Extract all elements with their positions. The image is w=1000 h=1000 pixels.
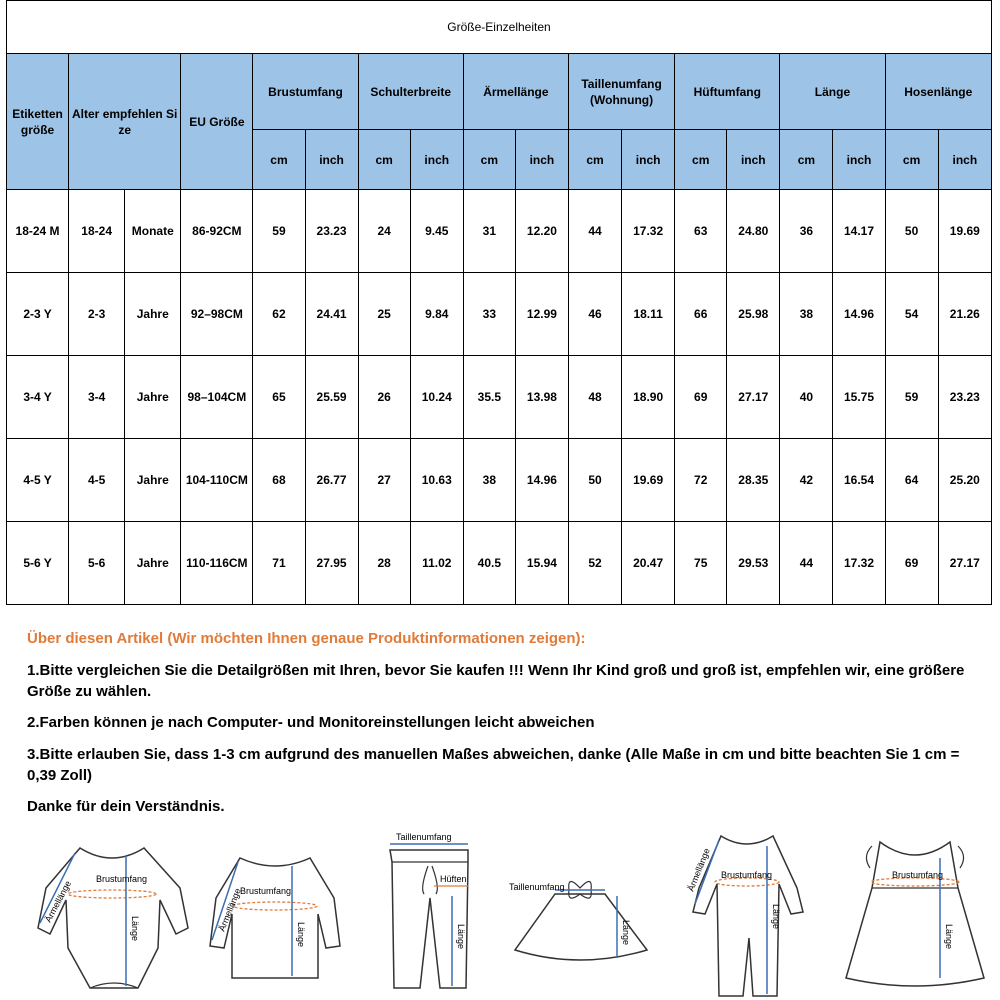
age-cell: 2-3 [69,273,125,356]
cm-value-cell: 44 [780,522,833,605]
inch-value-cell: 27.17 [938,522,991,605]
length-label: Länge [130,916,140,942]
cm-value-cell: 46 [568,273,621,356]
pants-diagram [380,828,480,1000]
inch-value-cell: 25.20 [938,439,991,522]
unit-header-inch: inch [305,130,358,190]
inch-value-cell: 23.23 [938,356,991,439]
inch-value-cell: 29.53 [727,522,780,605]
cm-value-cell: 66 [675,273,727,356]
dress-diagram [840,828,990,1000]
inch-value-cell: 27.17 [727,356,780,439]
cm-value-cell: 38 [463,439,515,522]
inch-value-cell: 10.63 [410,439,463,522]
size-label-cell: 3-4 Y [7,356,69,439]
inch-value-cell: 25.98 [727,273,780,356]
inch-value-cell: 27.95 [305,522,358,605]
unit-header-cm: cm [780,130,833,190]
age-cell: 3-4 [69,356,125,439]
inch-value-cell: 20.47 [622,522,675,605]
cm-value-cell: 25 [358,273,410,356]
table-row [7,190,992,273]
cm-value-cell: 50 [885,190,938,273]
unit-header-inch: inch [622,130,675,190]
unit-header-inch: inch [833,130,885,190]
table-row [7,439,992,522]
sleeve-label: Ärmellänge [685,846,712,893]
length-label: Länge [296,922,306,948]
header-measure: Ärmellänge [463,54,568,130]
cm-value-cell: 26 [358,356,410,439]
header-measure: Länge [780,54,885,130]
cm-value-cell: 40.5 [463,522,515,605]
inch-value-cell: 19.69 [938,190,991,273]
inch-value-cell: 13.98 [515,356,568,439]
cm-value-cell: 28 [358,522,410,605]
size-label-cell: 5-6 Y [7,522,69,605]
unit-header-cm: cm [358,130,410,190]
age-unit-cell: Jahre [125,439,181,522]
age-unit-cell: Jahre [125,522,181,605]
cm-value-cell: 59 [253,190,305,273]
header-measure: Taillenumfang (Wohnung) [568,54,674,130]
unit-header-inch: inch [515,130,568,190]
length-label: Länge [771,904,781,930]
age-unit-cell: Jahre [125,273,181,356]
inch-value-cell: 16.54 [833,439,885,522]
inch-value-cell: 9.45 [410,190,463,273]
inch-value-cell: 15.75 [833,356,885,439]
inch-value-cell: 12.20 [515,190,568,273]
cm-value-cell: 65 [253,356,305,439]
header-label: Etiketten größe [7,54,69,190]
inch-value-cell: 17.32 [833,522,885,605]
cm-value-cell: 33 [463,273,515,356]
header-eu: EU Größe [181,54,253,190]
cm-value-cell: 44 [568,190,621,273]
size-table-container [6,0,992,605]
unit-header-cm: cm [463,130,515,190]
inch-value-cell: 28.35 [727,439,780,522]
sleeve-label: Ärmellänge [42,879,74,924]
cm-value-cell: 38 [780,273,833,356]
cm-value-cell: 27 [358,439,410,522]
unit-header-inch: inch [410,130,463,190]
romper-diagram [685,828,815,1000]
cm-value-cell: 69 [675,356,727,439]
bodysuit-diagram [30,828,195,1000]
cm-value-cell: 24 [358,190,410,273]
table-row [7,356,992,439]
age-cell: 4-5 [69,439,125,522]
inch-value-cell: 10.24 [410,356,463,439]
length-label: Länge [456,924,466,950]
unit-header-cm: cm [253,130,305,190]
table-row [7,522,992,605]
unit-header-inch: inch [727,130,780,190]
eu-size-cell: 98–104CM [181,356,253,439]
waist-label: Taillenumfang [396,832,452,842]
inch-value-cell: 14.96 [833,273,885,356]
table-body [7,190,992,605]
skirt-diagram [505,828,655,1000]
cm-value-cell: 52 [568,522,621,605]
unit-header-cm: cm [885,130,938,190]
age-cell: 5-6 [69,522,125,605]
info-point-4: Danke für dein Verständnis. [27,798,225,815]
cm-value-cell: 35.5 [463,356,515,439]
size-label-cell: 2-3 Y [7,273,69,356]
cm-value-cell: 42 [780,439,833,522]
waist-label: Taillenumfang [509,882,565,892]
header-measure: Hosenlänge [885,54,991,130]
chest-label: Brustumfang [892,870,944,880]
cm-value-cell: 54 [885,273,938,356]
eu-size-cell: 92–98CM [181,273,253,356]
table-title: Größe-Einzelheiten [7,1,992,54]
cm-value-cell: 40 [780,356,833,439]
chest-label: Brustumfang [721,870,773,880]
size-label-cell: 18-24 M [7,190,69,273]
chest-label: Brustumfang [96,874,148,884]
inch-value-cell: 14.17 [833,190,885,273]
inch-value-cell: 9.84 [410,273,463,356]
info-point-1: 1.Bitte vergleichen Sie die Detailgrößen mit Ihren, bevor Sie kaufen !!! Wenn Ihr Kind groß und groß ist, empfehlen wir, eine größere Größe zu wählen. [27,662,965,700]
cm-value-cell: 64 [885,439,938,522]
header-measure: Schulterbreite [358,54,463,130]
chest-label: Brustumfang [240,886,292,896]
info-point-2: 2.Farben können je nach Computer- und Monitoreinstellungen leicht abweichen [27,714,595,731]
eu-size-cell: 110-116CM [181,522,253,605]
inch-value-cell: 18.90 [622,356,675,439]
inch-value-cell: 26.77 [305,439,358,522]
table-row [7,273,992,356]
unit-header-cm: cm [568,130,621,190]
cm-value-cell: 48 [568,356,621,439]
inch-value-cell: 14.96 [515,439,568,522]
inch-value-cell: 24.80 [727,190,780,273]
inch-value-cell: 23.23 [305,190,358,273]
header-measure: Brustumfang [253,54,358,130]
shirt-diagram [200,828,350,1000]
age-cell: 18-24 [69,190,125,273]
inch-value-cell: 11.02 [410,522,463,605]
inch-value-cell: 18.11 [622,273,675,356]
header-age: Alter empfehlen Si ze [69,54,181,190]
eu-size-cell: 86-92CM [181,190,253,273]
cm-value-cell: 63 [675,190,727,273]
cm-value-cell: 50 [568,439,621,522]
eu-size-cell: 104-110CM [181,439,253,522]
inch-value-cell: 25.59 [305,356,358,439]
unit-header-cm: cm [675,130,727,190]
inch-value-cell: 17.32 [622,190,675,273]
inch-value-cell: 15.94 [515,522,568,605]
cm-value-cell: 72 [675,439,727,522]
age-unit-cell: Monate [125,190,181,273]
inch-value-cell: 24.41 [305,273,358,356]
info-heading: Über diesen Artikel (Wir möchten Ihnen genaue Produktinformationen zeigen): [27,630,586,647]
cm-value-cell: 75 [675,522,727,605]
cm-value-cell: 31 [463,190,515,273]
cm-value-cell: 69 [885,522,938,605]
age-unit-cell: Jahre [125,356,181,439]
cm-value-cell: 68 [253,439,305,522]
header-measure: Hüftumfang [675,54,780,130]
sleeve-label: Ärmellänge [216,886,243,933]
unit-header-inch: inch [938,130,991,190]
inch-value-cell: 21.26 [938,273,991,356]
cm-value-cell: 59 [885,356,938,439]
length-label: Länge [621,920,631,946]
cm-value-cell: 62 [253,273,305,356]
size-table [6,0,992,605]
measurement-diagrams [0,828,1000,1000]
inch-value-cell: 12.99 [515,273,568,356]
info-point-3: 3.Bitte erlauben Sie, dass 1-3 cm aufgrund des manuellen Maßes abweichen, danke (Alle Maße in cm und bitte beachten Sie 1 cm = 0,39 Zoll) [27,746,960,784]
hip-label: Hüften [440,874,467,884]
inch-value-cell: 19.69 [622,439,675,522]
cm-value-cell: 71 [253,522,305,605]
size-label-cell: 4-5 Y [7,439,69,522]
length-label: Länge [944,924,954,950]
cm-value-cell: 36 [780,190,833,273]
